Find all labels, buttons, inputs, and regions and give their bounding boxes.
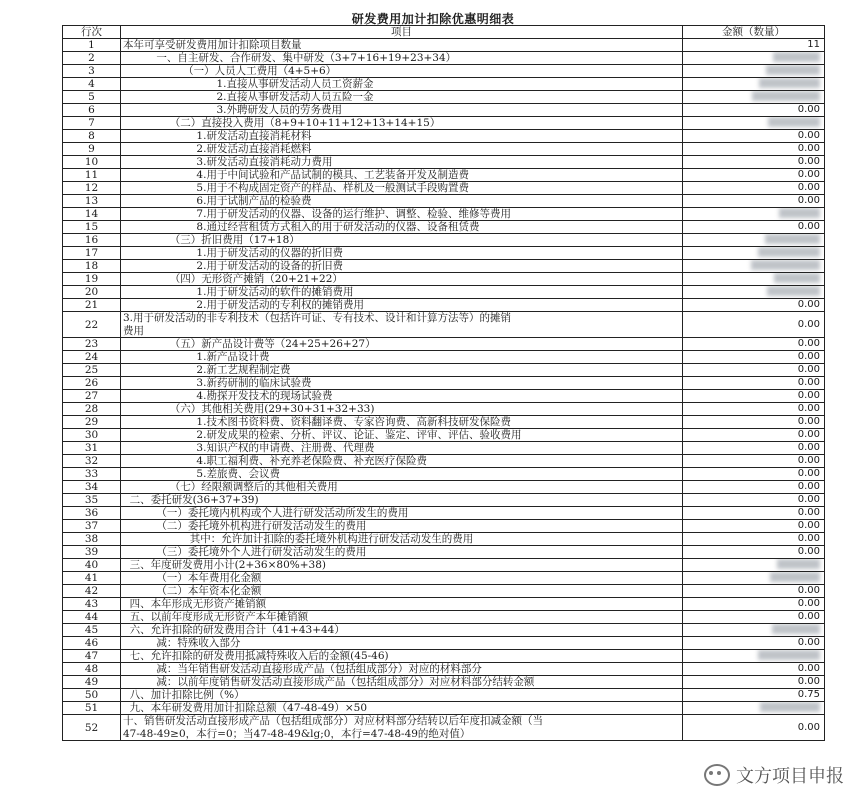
item-label: 其中：允许加计扣除的委托境外机构进行研发活动发生的费用 xyxy=(121,533,683,546)
item-label: 7.用于研发活动的仪器、设备的运行维护、调整、检验、维修等费用 xyxy=(121,208,683,221)
amount-value: 0.00 xyxy=(683,390,825,403)
amount-value: 0.00 xyxy=(683,351,825,364)
table-row xyxy=(63,182,825,195)
item-label: 3.研发活动直接消耗动力费用 xyxy=(121,156,683,169)
item-label: （二）直接投入费用（8+9+10+11+12+13+14+15） xyxy=(121,117,683,130)
table-row xyxy=(63,221,825,234)
table-row xyxy=(63,273,825,286)
amount-value: 0.00 xyxy=(683,338,825,351)
redacted-amount xyxy=(683,117,825,130)
amount-value: 0.00 xyxy=(683,481,825,494)
row-number: 10 xyxy=(63,156,121,169)
item-label: （一）本年费用化金额 xyxy=(121,572,683,585)
row-number: 49 xyxy=(63,676,121,689)
row-number: 40 xyxy=(63,559,121,572)
redaction-blur xyxy=(766,65,820,75)
table-row xyxy=(63,117,825,130)
redacted-amount xyxy=(683,260,825,273)
amount-value: 0.00 xyxy=(683,637,825,650)
item-label: （四）无形资产摊销（20+21+22） xyxy=(121,273,683,286)
row-number: 16 xyxy=(63,234,121,247)
item-label: 1.用于研发活动的仪器的折旧费 xyxy=(121,247,683,260)
item-label: （二）委托境外机构进行研发活动发生的费用 xyxy=(121,520,683,533)
amount-value: 0.00 xyxy=(683,663,825,676)
table-row xyxy=(63,390,825,403)
item-label: （五）新产品设计费等（24+25+26+27） xyxy=(121,338,683,351)
table-row xyxy=(63,598,825,611)
header-row-number: 行次 xyxy=(63,26,121,39)
amount-value: 0.00 xyxy=(683,533,825,546)
row-number: 48 xyxy=(63,663,121,676)
table-row xyxy=(63,715,825,741)
item-label: 减：以前年度销售研发活动直接形成产品（包括组成部分）对应材料部分结转金额 xyxy=(121,676,683,689)
item-label: （一）人员人工费用（4+5+6） xyxy=(121,65,683,78)
amount-value: 0.00 xyxy=(683,377,825,390)
row-number: 11 xyxy=(63,169,121,182)
row-number: 26 xyxy=(63,377,121,390)
redaction-blur xyxy=(774,273,820,283)
row-number: 24 xyxy=(63,351,121,364)
item-label: 4.勘探开发技术的现场试验费 xyxy=(121,390,683,403)
table-row xyxy=(63,702,825,715)
table-row xyxy=(63,299,825,312)
row-number: 38 xyxy=(63,533,121,546)
item-label: 2.研发成果的检索、分析、评议、论证、鉴定、评审、评估、验收费用 xyxy=(121,429,683,442)
row-number: 50 xyxy=(63,689,121,702)
redacted-amount xyxy=(683,208,825,221)
item-label: （七）经限额调整后的其他相关费用 xyxy=(121,481,683,494)
table-row xyxy=(63,546,825,559)
row-number: 45 xyxy=(63,624,121,637)
amount-value: 0.00 xyxy=(683,429,825,442)
row-number: 21 xyxy=(63,299,121,312)
table-row xyxy=(63,416,825,429)
table-row xyxy=(63,286,825,299)
item-label: 3.知识产权的申请费、注册费、代理费 xyxy=(121,442,683,455)
deduction-table xyxy=(62,25,825,741)
table-row xyxy=(63,52,825,65)
row-number: 41 xyxy=(63,572,121,585)
row-number: 1 xyxy=(63,39,121,52)
table-row xyxy=(63,143,825,156)
amount-value: 0.00 xyxy=(683,442,825,455)
item-label: 2.新工艺规程制定费 xyxy=(121,364,683,377)
row-number: 51 xyxy=(63,702,121,715)
amount-value: 0.00 xyxy=(683,104,825,117)
redaction-blur xyxy=(779,208,820,218)
row-number: 7 xyxy=(63,117,121,130)
row-number: 32 xyxy=(63,455,121,468)
redaction-blur xyxy=(770,572,820,582)
amount-value: 0.00 xyxy=(683,611,825,624)
table-row xyxy=(63,689,825,702)
table-row xyxy=(63,65,825,78)
table-row xyxy=(63,39,825,52)
amount-value: 0.00 xyxy=(683,364,825,377)
table-row xyxy=(63,130,825,143)
item-label: （六）其他相关费用(29+30+31+32+33) xyxy=(121,403,683,416)
amount-value: 0.00 xyxy=(683,598,825,611)
item-label: 六、允许扣除的研发费用合计（41+43+44） xyxy=(121,624,683,637)
row-number: 5 xyxy=(63,91,121,104)
row-number: 17 xyxy=(63,247,121,260)
amount-value: 0.00 xyxy=(683,468,825,481)
amount-value: 0.00 xyxy=(683,156,825,169)
item-label: 8.通过经营租赁方式租入的用于研发活动的仪器、设备租赁费 xyxy=(121,221,683,234)
redaction-blur xyxy=(765,234,820,244)
row-number: 34 xyxy=(63,481,121,494)
item-label: 八、加计扣除比例（%） xyxy=(121,689,683,702)
amount-value: 11 xyxy=(683,39,825,52)
table-row xyxy=(63,338,825,351)
row-number: 52 xyxy=(63,715,121,741)
redacted-amount xyxy=(683,65,825,78)
table-row xyxy=(63,624,825,637)
item-label: 2.直接从事研发活动人员五险一金 xyxy=(121,91,683,104)
item-label: 3.新药研制的临床试验费 xyxy=(121,377,683,390)
amount-value: 0.00 xyxy=(683,494,825,507)
table-row xyxy=(63,494,825,507)
amount-value: 0.00 xyxy=(683,520,825,533)
row-number: 19 xyxy=(63,273,121,286)
redaction-blur xyxy=(752,91,820,101)
row-number: 23 xyxy=(63,338,121,351)
row-number: 14 xyxy=(63,208,121,221)
row-number: 29 xyxy=(63,416,121,429)
item-label: （二）本年资本化金额 xyxy=(121,585,683,598)
redacted-amount xyxy=(683,559,825,572)
wechat-icon xyxy=(704,764,730,786)
row-number: 30 xyxy=(63,429,121,442)
row-number: 22 xyxy=(63,312,121,338)
amount-value: 0.00 xyxy=(683,182,825,195)
watermark-text: 文方项目申报 xyxy=(736,766,844,787)
row-number: 4 xyxy=(63,78,121,91)
item-label: 九、本年研发费用加计扣除总额（47-48-49）×50 xyxy=(121,702,683,715)
table-row xyxy=(63,312,825,338)
table-row xyxy=(63,260,825,273)
redaction-blur xyxy=(773,52,820,62)
row-number: 3 xyxy=(63,65,121,78)
amount-value: 0.00 xyxy=(683,312,825,338)
table-row xyxy=(63,533,825,546)
item-label: 4.用于中间试验和产品试制的模具、工艺装备开发及制造费 xyxy=(121,169,683,182)
amount-value: 0.00 xyxy=(683,403,825,416)
redacted-amount xyxy=(683,624,825,637)
item-label: 5.差旅费、会议费 xyxy=(121,468,683,481)
row-number: 46 xyxy=(63,637,121,650)
amount-value: 0.00 xyxy=(683,416,825,429)
row-number: 6 xyxy=(63,104,121,117)
item-label: 一、自主研发、合作研发、集中研发（3+7+16+19+23+34） xyxy=(121,52,683,65)
amount-value: 0.00 xyxy=(683,676,825,689)
item-label: 1.新产品设计费 xyxy=(121,351,683,364)
amount-value: 0.00 xyxy=(683,546,825,559)
item-label: 三、年度研发费用小计(2+36×80%+38) xyxy=(121,559,683,572)
amount-value: 0.00 xyxy=(683,299,825,312)
item-label: 十、销售研发活动直接形成产品（包括组成部分）对应材料部分结转以后年度扣减金额（当 47-48-49≥0，本行=0；当47-48-49&lg;0，本行=47-48-49的绝对值） xyxy=(121,715,683,741)
table-row xyxy=(63,78,825,91)
redacted-amount xyxy=(683,91,825,104)
row-number: 8 xyxy=(63,130,121,143)
table-row xyxy=(63,169,825,182)
row-number: 9 xyxy=(63,143,121,156)
table-row xyxy=(63,208,825,221)
redaction-blur xyxy=(758,650,820,660)
row-number: 33 xyxy=(63,468,121,481)
table-row xyxy=(63,455,825,468)
amount-value: 0.75 xyxy=(683,689,825,702)
redacted-amount xyxy=(683,247,825,260)
row-number: 43 xyxy=(63,598,121,611)
redaction-blur xyxy=(760,702,820,712)
redacted-amount xyxy=(683,78,825,91)
row-number: 35 xyxy=(63,494,121,507)
row-number: 36 xyxy=(63,507,121,520)
amount-value: 0.00 xyxy=(683,507,825,520)
item-label: 七、允许扣除的研发费用抵减特殊收入后的金额(45-46) xyxy=(121,650,683,663)
table-row xyxy=(63,611,825,624)
table-row xyxy=(63,650,825,663)
redaction-blur xyxy=(751,260,820,270)
redaction-blur xyxy=(767,286,820,296)
amount-value: 0.00 xyxy=(683,169,825,182)
table-row xyxy=(63,585,825,598)
table-row xyxy=(63,442,825,455)
table-row xyxy=(63,351,825,364)
redaction-blur xyxy=(768,117,820,127)
item-label: 5.用于不构成固定资产的样品、样机及一般测试手段购置费 xyxy=(121,182,683,195)
amount-value: 0.00 xyxy=(683,221,825,234)
amount-value: 0.00 xyxy=(683,455,825,468)
table-row xyxy=(63,637,825,650)
table-row xyxy=(63,520,825,533)
table-row xyxy=(63,156,825,169)
table-row xyxy=(63,572,825,585)
redaction-blur xyxy=(772,624,820,634)
row-number: 20 xyxy=(63,286,121,299)
table-row xyxy=(63,104,825,117)
row-number: 15 xyxy=(63,221,121,234)
item-label: 二、委托研发(36+37+39) xyxy=(121,494,683,507)
table-row xyxy=(63,247,825,260)
item-label: 减：特殊收入部分 xyxy=(121,637,683,650)
item-label: 1.用于研发活动的软件的摊销费用 xyxy=(121,286,683,299)
redaction-blur xyxy=(777,559,820,569)
item-label: 2.用于研发活动的专利权的摊销费用 xyxy=(121,299,683,312)
row-number: 12 xyxy=(63,182,121,195)
table-header-row xyxy=(63,26,825,39)
row-number: 44 xyxy=(63,611,121,624)
amount-value: 0.00 xyxy=(683,585,825,598)
redacted-amount xyxy=(683,52,825,65)
row-number: 37 xyxy=(63,520,121,533)
redacted-amount xyxy=(683,286,825,299)
table-row xyxy=(63,91,825,104)
row-number: 31 xyxy=(63,442,121,455)
item-label: 四、本年形成无形资产摊销额 xyxy=(121,598,683,611)
row-number: 18 xyxy=(63,260,121,273)
table-row xyxy=(63,234,825,247)
redacted-amount xyxy=(683,273,825,286)
item-label: 4.职工福利费、补充养老保险费、补充医疗保险费 xyxy=(121,455,683,468)
table-row xyxy=(63,429,825,442)
header-item: 项目 xyxy=(121,26,683,39)
header-amount: 金额（数量） xyxy=(683,26,825,39)
row-number: 2 xyxy=(63,52,121,65)
redacted-amount xyxy=(683,572,825,585)
row-number: 42 xyxy=(63,585,121,598)
row-number: 39 xyxy=(63,546,121,559)
table-row xyxy=(63,403,825,416)
item-label: 1.技术图书资料费、资料翻译费、专家咨询费、高新科技研发保险费 xyxy=(121,416,683,429)
item-label: （一）委托境内机构或个人进行研发活动所发生的费用 xyxy=(121,507,683,520)
item-label: 3.用于研发活动的非专利技术（包括许可证、专有技术、设计和计算方法等）的摊销 费用 xyxy=(121,312,683,338)
item-label: 6.用于试制产品的检验费 xyxy=(121,195,683,208)
page-title: 研发费用加计扣除优惠明细表 xyxy=(351,12,515,26)
watermark xyxy=(704,762,844,788)
redaction-blur xyxy=(759,78,820,88)
item-label: 1.直接从事研发活动人员工资薪金 xyxy=(121,78,683,91)
redacted-amount xyxy=(683,650,825,663)
item-label: （三）委托境外个人进行研发活动发生的费用 xyxy=(121,546,683,559)
item-label: （三）折旧费用（17+18） xyxy=(121,234,683,247)
table-row xyxy=(63,364,825,377)
row-number: 47 xyxy=(63,650,121,663)
redacted-amount xyxy=(683,702,825,715)
item-label: 减：当年销售研发活动直接形成产品（包括组成部分）对应的材料部分 xyxy=(121,663,683,676)
item-label: 3.外聘研发人员的劳务费用 xyxy=(121,104,683,117)
item-label: 本年可享受研发费用加计扣除项目数量 xyxy=(121,39,683,52)
table-row xyxy=(63,481,825,494)
table-row xyxy=(63,507,825,520)
amount-value: 0.00 xyxy=(683,715,825,741)
table-row xyxy=(63,559,825,572)
row-number: 27 xyxy=(63,390,121,403)
table-row xyxy=(63,676,825,689)
amount-value: 0.00 xyxy=(683,143,825,156)
row-number: 25 xyxy=(63,364,121,377)
amount-value: 0.00 xyxy=(683,195,825,208)
item-label: 五、以前年度形成无形资产本年摊销额 xyxy=(121,611,683,624)
table-row xyxy=(63,195,825,208)
redacted-amount xyxy=(683,234,825,247)
table-row xyxy=(63,377,825,390)
amount-value: 0.00 xyxy=(683,130,825,143)
item-label: 2.研发活动直接消耗燃料 xyxy=(121,143,683,156)
table-row xyxy=(63,468,825,481)
redaction-blur xyxy=(758,247,820,257)
table-row xyxy=(63,663,825,676)
item-label: 1.研发活动直接消耗材料 xyxy=(121,130,683,143)
row-number: 13 xyxy=(63,195,121,208)
row-number: 28 xyxy=(63,403,121,416)
item-label: 2.用于研发活动的设备的折旧费 xyxy=(121,260,683,273)
